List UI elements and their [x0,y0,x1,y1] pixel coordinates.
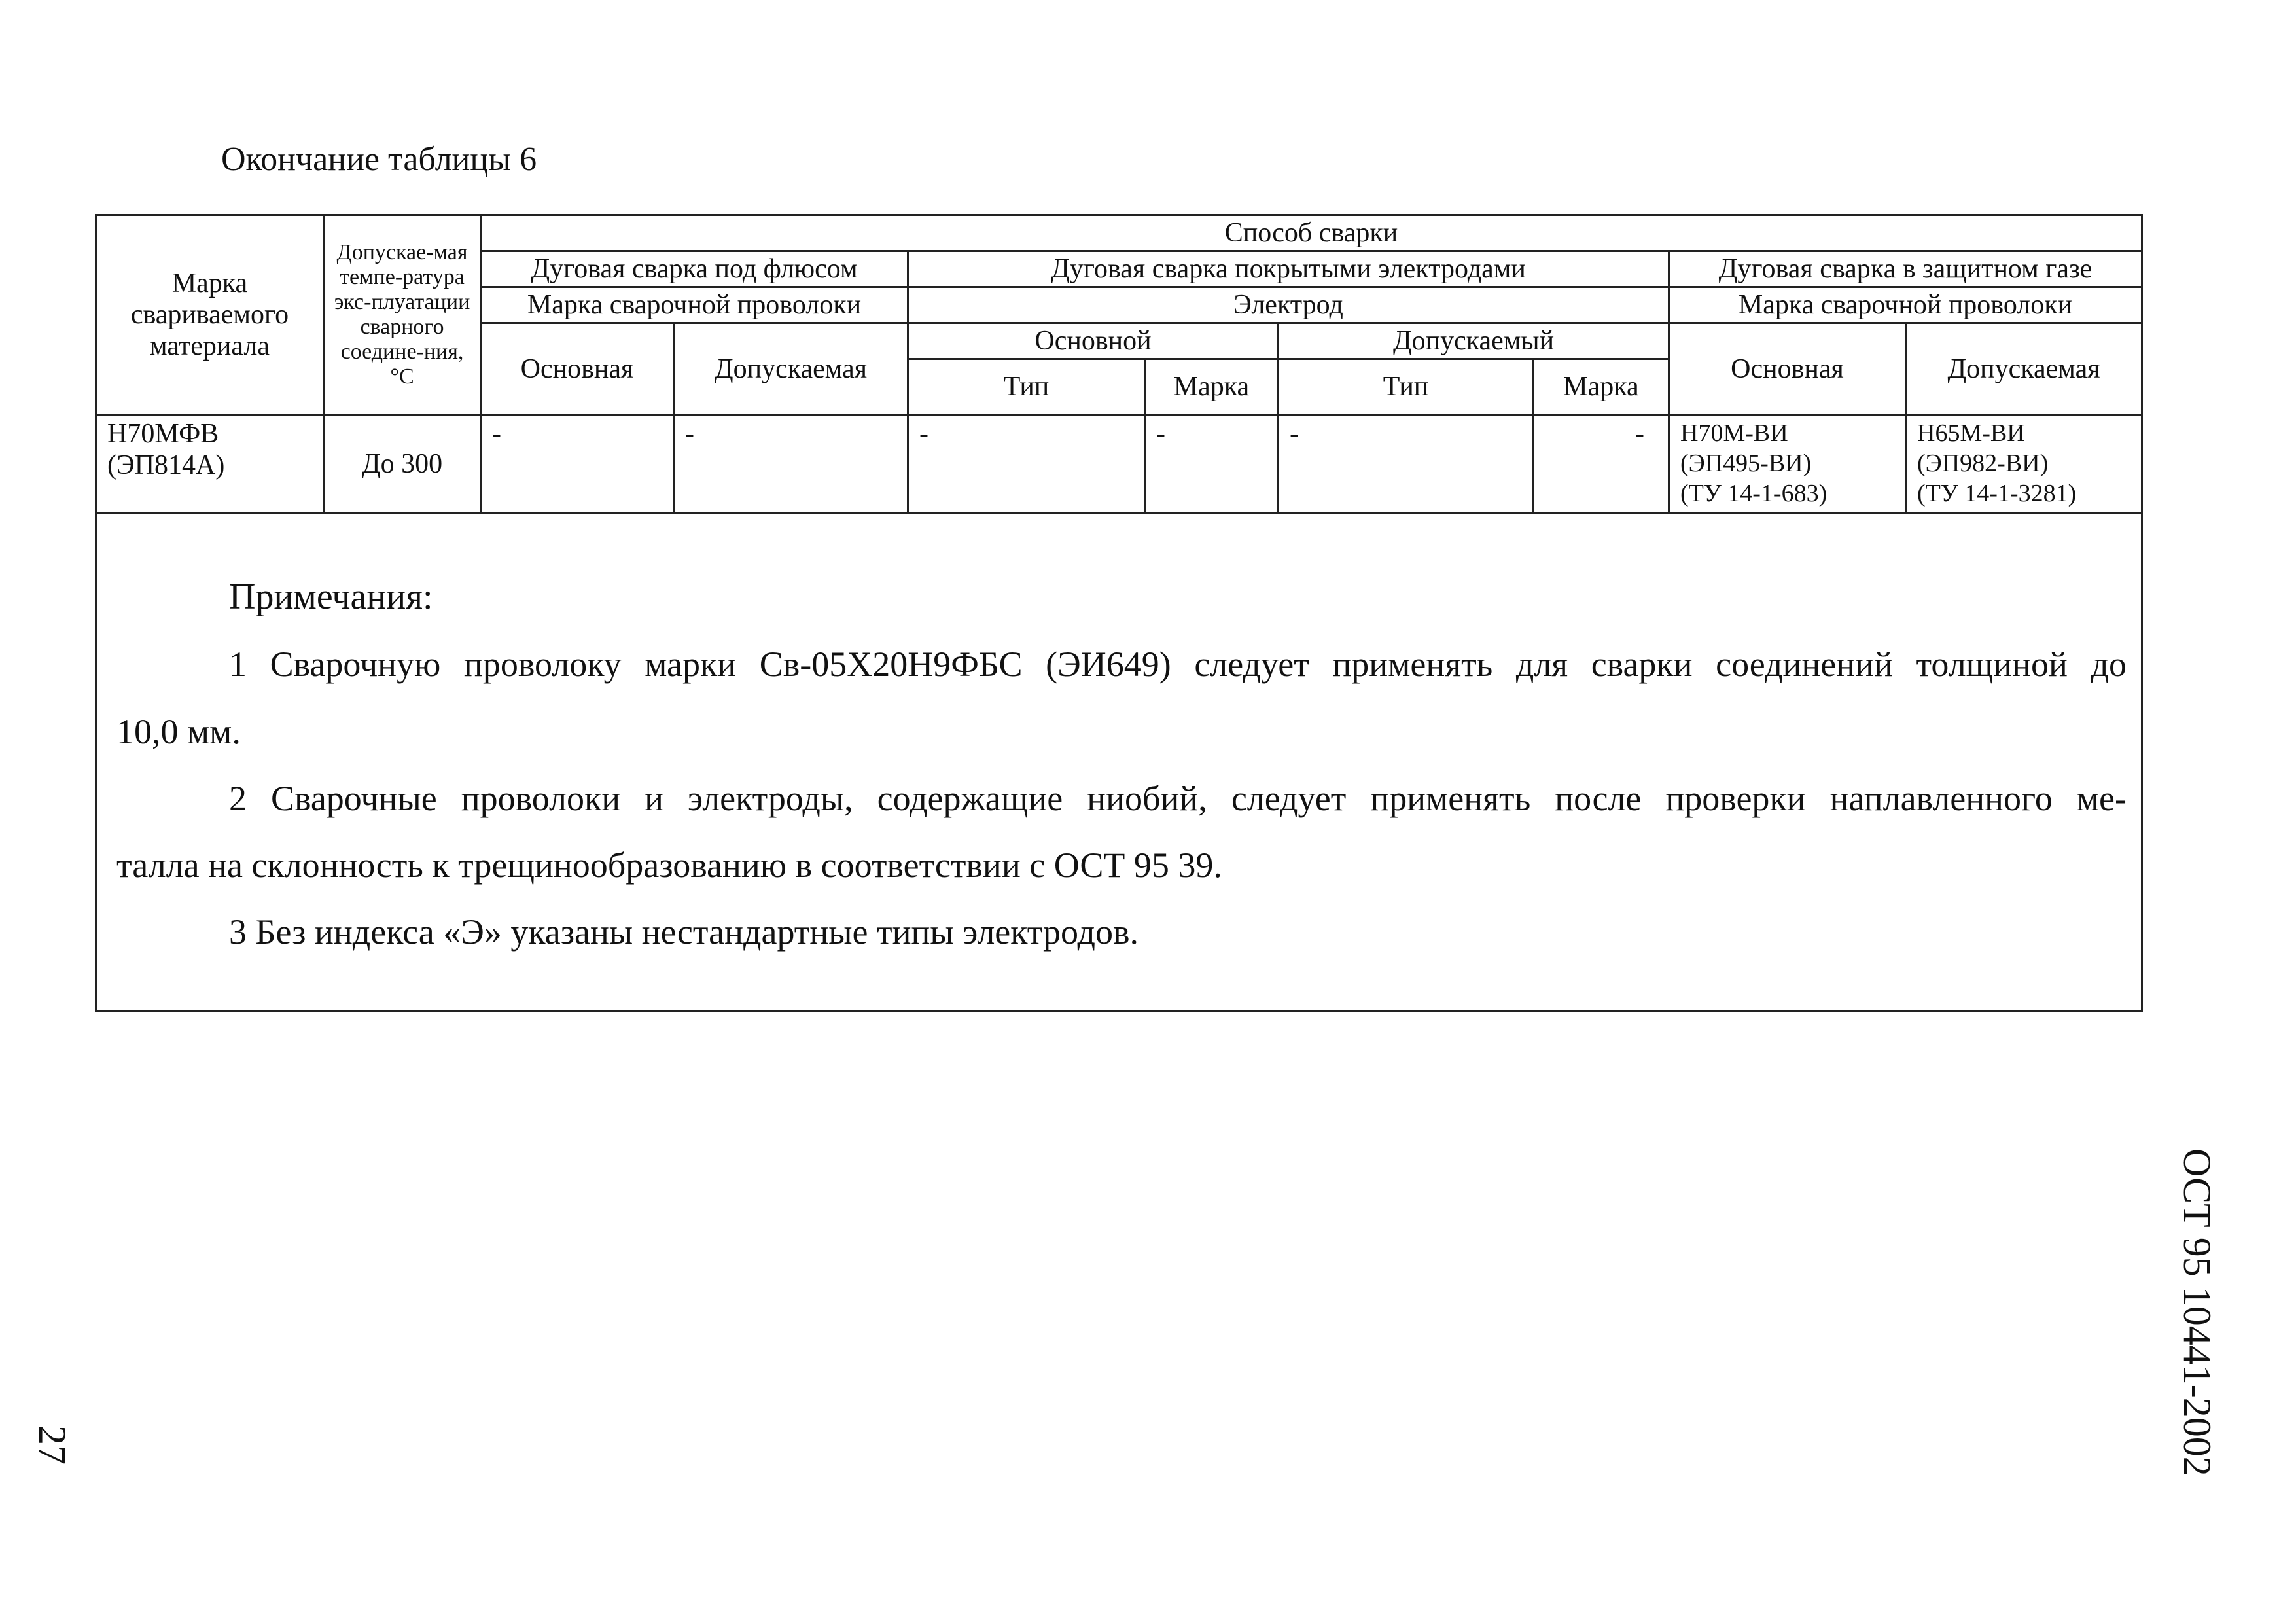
welding-table [95,214,2143,514]
note-1-line-2: 10,0 мм. [116,712,241,751]
gas-allowed-grade: Н65М-ВИ [1917,419,2025,447]
header-mark-allowed: Марка [1534,359,1669,415]
gas-main-code: (ЭП495-ВИ) [1680,450,1812,477]
header-material: Марка свариваемого материала [96,215,324,415]
gas-allowed-code: (ЭП982-ВИ) [1917,450,2049,477]
header-electrode: Электрод [908,287,1669,323]
cell-gas-main [1669,415,1906,513]
header-gas-main: Основная [1669,323,1906,415]
table-caption: Окончание таблицы 6 [221,141,537,178]
header-coated: Дуговая сварка покрытыми электродами [908,251,1669,287]
document-code: ОСТ 95 10441-2002 [2176,1149,2219,1476]
notes-title: Примечания: [229,577,433,617]
header-mark-main: Марка [1145,359,1279,415]
header-type-main: Тип [908,359,1145,415]
cell-gas-allowed [1906,415,2142,513]
cell-temperature: До 300 [324,415,481,513]
header-electrode-main: Основной [908,323,1279,359]
cell-flux-allowed: - [674,415,908,513]
material-grade: Н70МФВ [107,419,219,449]
note-2-line-1: 2 Сварочные проволоки и электроды, содержащие ниобий, следует применять после проверки наплавленного ме- [229,779,2127,818]
note-3: 3 Без индекса «Э» указаны нестандартные типы электродов. [229,912,1139,952]
cell-el-allowed-mark: - [1534,415,1669,513]
header-gas-allowed: Допускаемая [1906,323,2142,415]
cell-el-allowed-type: - [1279,415,1534,513]
gas-main-grade: Н70М-ВИ [1680,419,1788,447]
cell-el-main-type: - [908,415,1145,513]
header-temperature: Допускае-мая темпе-ратура экс-плуатации сварного соедине-ния, °С [324,215,481,415]
gas-main-spec: (ТУ 14-1-683) [1680,480,1828,507]
page-number: 27 [31,1425,74,1465]
gas-allowed-spec: (ТУ 14-1-3281) [1917,480,2077,507]
note-2-line-2: талла на склонность к трещинообразованию в соответствии с ОСТ 95 39. [116,846,1222,885]
header-flux-wire: Марка сварочной проволоки [481,287,908,323]
header-flux-main: Основная [481,323,674,415]
header-gas: Дуговая сварка в защитном газе [1669,251,2142,287]
header-method: Способ сварки [481,215,2142,251]
cell-el-main-mark: - [1145,415,1279,513]
note-1-line-1: 1 Сварочную проволоку марки Св-05Х20Н9ФБС (ЭИ649) следует применять для сварки соединений толщиной до [229,645,2127,684]
header-type-allowed: Тип [1279,359,1534,415]
cell-flux-main: - [481,415,674,513]
notes-box [95,510,2143,1012]
header-flux-allowed: Допускаемая [674,323,908,415]
table-row [96,415,2142,513]
header-gas-wire: Марка сварочной проволоки [1669,287,2142,323]
cell-material [96,415,324,513]
header-electrode-allowed: Допускаемый [1279,323,1669,359]
material-code: (ЭП814А) [107,450,225,480]
header-flux: Дуговая сварка под флюсом [481,251,908,287]
